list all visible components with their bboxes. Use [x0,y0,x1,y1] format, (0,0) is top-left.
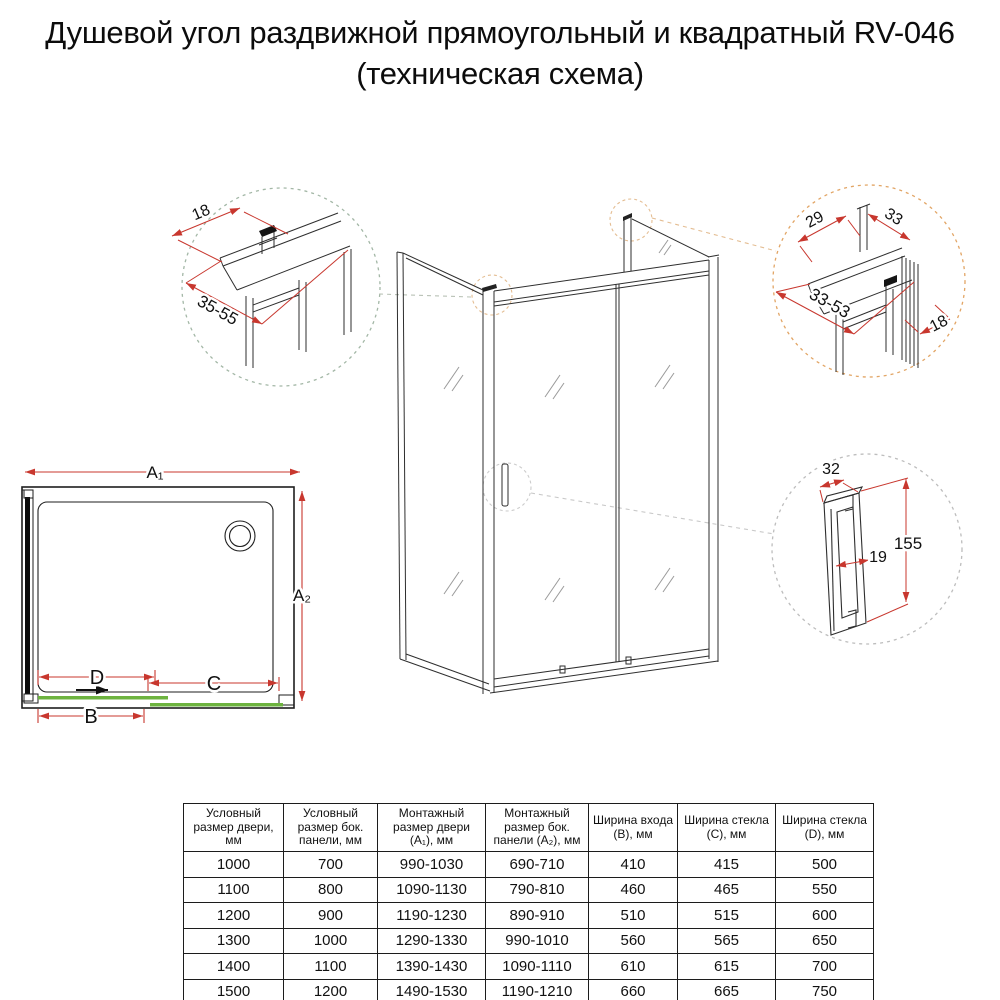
table-cell: 600 [776,903,874,929]
header-glass-d: Ширина стекла (D), мм [776,804,874,852]
table-header-row [184,804,874,852]
plan-outer-frame [22,487,294,708]
dim-label-d: D [89,667,105,689]
table-cell: 1390-1430 [378,954,486,980]
table-cell: 415 [678,852,776,878]
table-cell: 1100 [284,954,378,980]
table-cell: 610 [589,954,678,980]
header-entry-width: Ширина входа (B), мм [589,804,678,852]
header-glass-c: Ширина стекла (C), мм [678,804,776,852]
spec-table-header [184,804,874,852]
table-cell: 515 [678,903,776,929]
table-cell: 665 [678,979,776,1000]
table-cell: 500 [776,852,874,878]
table-cell: 800 [284,877,378,903]
table-row [184,954,874,980]
plan-shower-tray [38,502,273,692]
table-cell: 1490-1530 [378,979,486,1000]
table-cell: 990-1030 [378,852,486,878]
detail-circle-top-right [773,185,965,377]
table-cell: 1190-1210 [486,979,589,1000]
table-cell: 660 [589,979,678,1000]
table-cell: 1190-1230 [378,903,486,929]
detail-circle-handle [772,454,962,644]
detail-top-left-drawing [220,213,351,368]
enclosure-drawing [397,213,719,694]
table-row [184,928,874,954]
table-cell: 460 [589,877,678,903]
table-cell: 1200 [284,979,378,1000]
table-row [184,903,874,929]
glass-shine-marks [444,240,674,602]
header-panel-nominal: Условный размер бок. панели, мм [284,804,378,852]
dim-label-155: 155 [893,534,923,553]
dim-label-c: C [206,673,222,695]
size-spec-table [183,803,874,1000]
dim-label-35-55: 35-55 [194,291,242,330]
plan-side-glass-black [25,497,30,694]
table-cell: 1100 [184,877,284,903]
callout-ring-top-corner [472,275,512,315]
table-cell: 650 [776,928,874,954]
callout-circles [182,185,965,644]
dim-label-32: 32 [822,461,840,478]
dim-label-a2: A₂ [293,586,311,605]
table-row [184,979,874,1000]
title-line-1: Душевой угол раздвижной прямоугольный и квадратный RV-046 [45,15,955,50]
plan-sliding-door-glass [38,696,168,700]
table-cell: 565 [678,928,776,954]
plan-drain-inner [230,526,251,547]
plan-view-drawing [22,487,294,708]
table-cell: 1000 [284,928,378,954]
table-cell: 690-710 [486,852,589,878]
plan-dims [25,472,302,723]
handle-detail-drawing [824,487,866,635]
table-cell: 700 [284,852,378,878]
table-cell: 1290-1330 [378,928,486,954]
dim-label-29: 29 [803,208,827,232]
title-line-2: (техническая схема) [356,56,644,91]
profile-fitting-black [884,275,897,287]
table-cell: 750 [776,979,874,1000]
table-row [184,877,874,903]
table-cell: 510 [589,903,678,929]
table-cell: 615 [678,954,776,980]
table-cell: 700 [776,954,874,980]
plan-fixed-door-glass [150,703,283,707]
callout-leader-left [379,294,471,297]
header-door-nominal: Условный размер двери, мм [184,804,284,852]
dim-label-a1: A₁ [146,463,164,482]
dim-label-33-53: 33-53 [806,284,854,323]
table-cell: 890-910 [486,903,589,929]
table-cell: 1300 [184,928,284,954]
detail-top-right-dims [776,214,950,334]
dim-label-18-topright: 18 [927,312,951,336]
detail-circle-top-left [182,188,380,386]
header-door-mounting: Монтажный размер двери (A₁), мм [378,804,486,852]
callout-ring-handle [483,463,531,511]
table-row [184,852,874,878]
table-cell: 990-1010 [486,928,589,954]
table-cell: 900 [284,903,378,929]
dim-label-18-topleft: 18 [189,201,213,225]
table-cell: 1200 [184,903,284,929]
table-cell: 550 [776,877,874,903]
dim-label-33: 33 [881,205,906,230]
callout-leader-handle [531,493,774,534]
table-cell: 410 [589,852,678,878]
table-cell: 560 [589,928,678,954]
table-cell: 790-810 [486,877,589,903]
table-cell: 1400 [184,954,284,980]
dim-label-19: 19 [869,549,887,566]
header-panel-mounting: Монтажный размер бок. панели (A₂), мм [486,804,589,852]
table-cell: 465 [678,877,776,903]
dim-label-b: B [84,706,98,728]
table-cell: 1000 [184,852,284,878]
spec-table-body [184,852,874,1000]
table-cell: 1500 [184,979,284,1000]
table-cell: 1090-1110 [486,954,589,980]
table-cell: 1090-1130 [378,877,486,903]
door-handle [502,464,508,506]
